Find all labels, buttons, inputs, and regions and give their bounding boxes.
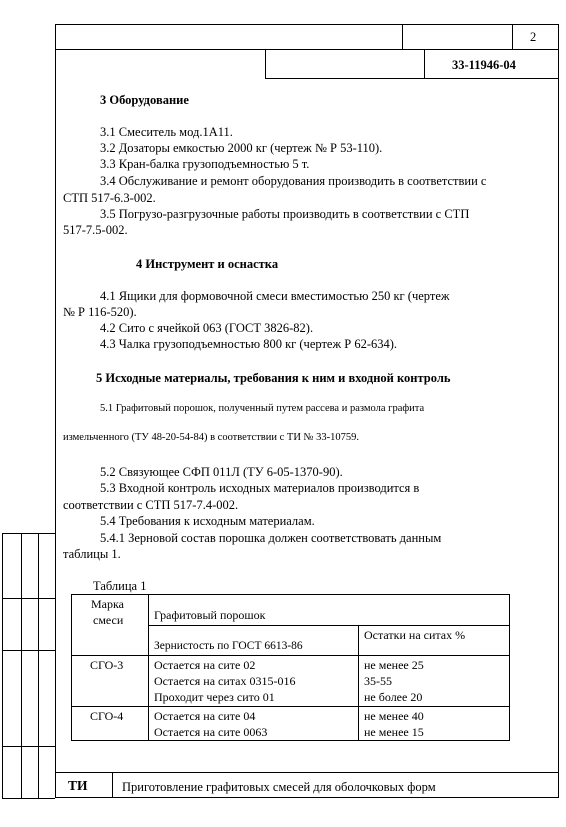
table-subheader-line [148, 625, 510, 626]
table-row1-grain-3: Проходит через сито 01 [154, 690, 275, 704]
table-col-divider-1 [148, 594, 149, 740]
section4-item2: 4.2 Сито с ячейкой 063 (ГОСТ 3826-82). [100, 321, 314, 335]
page-number: 2 [530, 30, 537, 44]
section5-item3-line1: 5.3 Входной контроль исходных материалов производится в [100, 481, 420, 495]
header-divider-1 [402, 24, 403, 49]
section3-item1: 3.1 Смеситель мод.1А11. [100, 125, 233, 139]
table-row1-residue-1: не менее 25 [364, 658, 424, 672]
table-right-border [509, 594, 510, 740]
table-left-border [71, 594, 72, 740]
section5-item1-line2: измельченного (ТУ 48-20-54-84) в соответствии с ТИ № 33-10759. [63, 432, 360, 443]
section5-item41-line1: 5.4.1 Зерновой состав порошка должен соответствовать данным [100, 531, 442, 545]
section3-item4-line2: СТП 517-6.3-002. [63, 191, 156, 205]
table-header-mark-line1: Марка [91, 597, 124, 611]
margin-row-3 [2, 650, 55, 651]
table-row2-grain-1: Остается на сите 04 [154, 709, 256, 723]
header-divider-2 [512, 24, 513, 49]
section3-item2: 3.2 Дозаторы емкостью 2000 кг (чертеж № Р 53-110). [100, 141, 383, 155]
section5-item4: 5.4 Требования к исходным материалам. [100, 514, 315, 528]
table-bottom-border [71, 740, 510, 741]
doc-number: 33-11946-04 [452, 58, 516, 72]
footer-code: ТИ [68, 778, 88, 793]
table-row1-grain-2: Остается на ситах 0315-016 [154, 674, 296, 688]
table-row1-mark: СГО-3 [90, 658, 124, 672]
section3-heading: 3 Оборудование [100, 93, 189, 107]
margin-row-4 [2, 746, 55, 747]
table-col-divider-2 [358, 625, 359, 740]
header-line-1 [55, 49, 559, 50]
header-divider-3 [265, 49, 266, 78]
section5-item2: 5.2 Связующее СФП 011Л (ТУ 6-05-1370-90). [100, 465, 343, 479]
margin-line-2 [21, 533, 22, 799]
footer-title: Приготовление графитовых смесей для оболочковых форм [122, 780, 436, 794]
margin-line-3 [38, 533, 39, 799]
table-subheader-grain: Зернистость по ГОСТ 6613-86 [154, 640, 303, 652]
table-row1-residue-3: не более 20 [364, 690, 423, 704]
table-row1-grain-1: Остается на сите 02 [154, 658, 256, 672]
section3-item4-line1: 3.4 Обслуживание и ремонт оборудования производить в соответствии с [100, 174, 487, 188]
section3-item5-line2: 517-7.5-002. [63, 223, 128, 237]
table-header-bottom [71, 655, 510, 656]
section5-heading: 5 Исходные материалы, требования к ним и входной контроль [96, 371, 451, 385]
table-row-divider [71, 706, 510, 707]
section5-item1-line1: 5.1 Графитовый порошок, полученный путем рассева и размола графита [100, 403, 425, 414]
table-subheader-residue: Остатки на ситах % [364, 628, 466, 642]
section5-item3-line2: соответствии с СТП 517-7.4-002. [63, 498, 239, 512]
margin-row-1 [2, 533, 55, 534]
table-row2-residue-1: не менее 40 [364, 709, 424, 723]
margin-row-2 [2, 598, 55, 599]
table-row2-mark: СГО-4 [90, 709, 124, 723]
table-row1-residue-2: 35-55 [364, 674, 392, 688]
table-caption: Таблица 1 [93, 579, 147, 593]
section5-item41-line2: таблицы 1. [63, 547, 121, 561]
table-row2-residue-2: не менее 15 [364, 725, 424, 739]
header-line-2 [265, 78, 559, 79]
section3-item5-line1: 3.5 Погрузо-разгрузочные работы производить в соответствии с СТП [100, 207, 470, 221]
header-divider-4 [424, 49, 425, 78]
margin-row-5 [2, 798, 55, 799]
footer-divider [112, 772, 113, 798]
section4-item1-line1: 4.1 Ящики для формовочной смеси вместимостью 250 кг (чертеж [100, 289, 450, 303]
section3-item3: 3.3 Кран-балка грузоподъемностью 5 т. [100, 157, 310, 171]
table-top-border [71, 594, 510, 595]
margin-line-1 [2, 533, 3, 799]
table-row2-grain-2: Остается на сите 0063 [154, 725, 268, 739]
footer-top-line [55, 772, 559, 773]
table-header-mark-line2: смеси [93, 613, 124, 627]
section4-item3: 4.3 Чалка грузоподъемностью 800 кг (чертеж Р 62-634). [100, 337, 398, 351]
table-header-powder: Графитовый порошок [154, 608, 266, 622]
section4-item1-line2: № Р 116-520). [63, 305, 137, 319]
section4-heading: 4 Инструмент и оснастка [136, 257, 279, 271]
